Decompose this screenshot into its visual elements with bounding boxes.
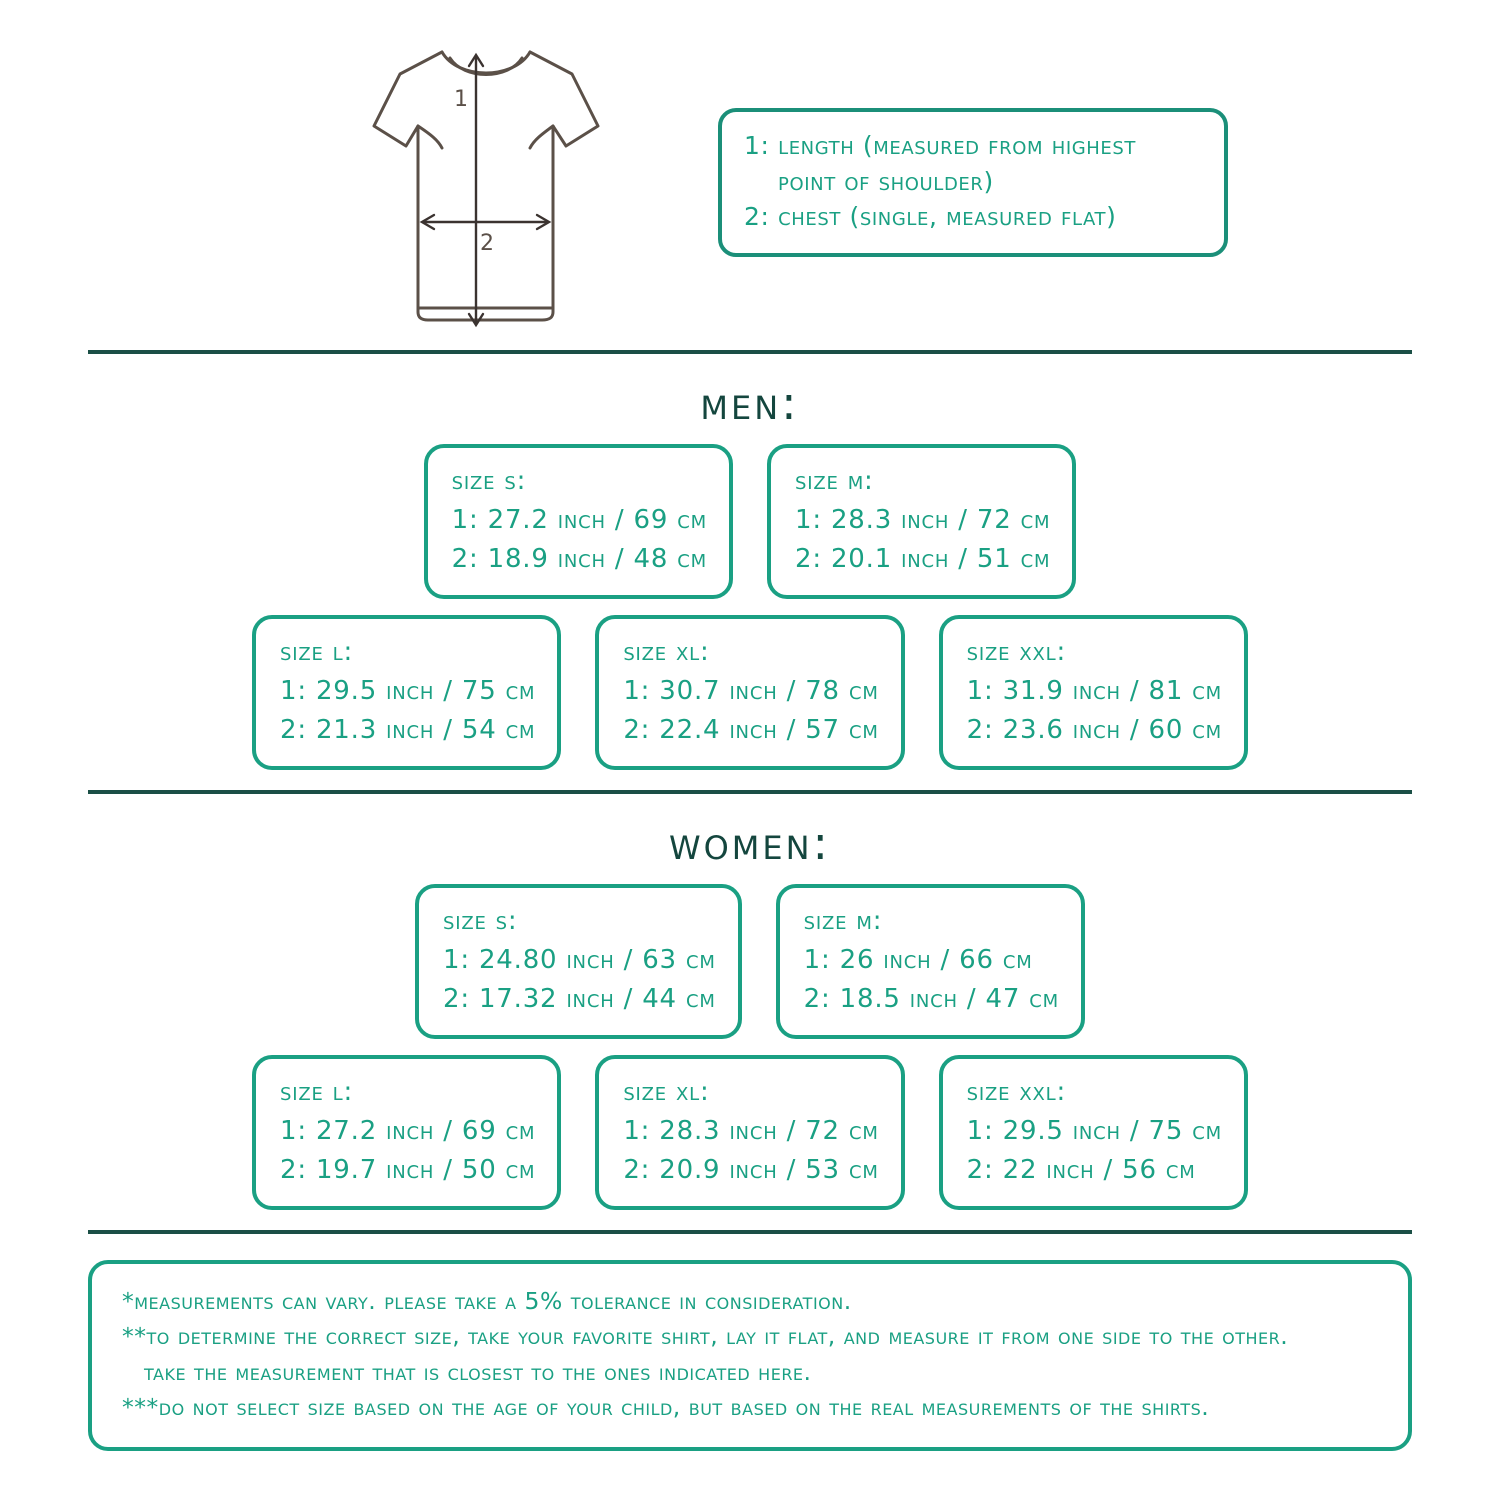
size-label: size l: bbox=[279, 1077, 354, 1107]
chest-value: 2: 18.5 inch / 47 cm bbox=[803, 984, 1060, 1014]
size-label: size m: bbox=[803, 906, 883, 936]
legend-line-length: 1: length (measured from highest bbox=[744, 131, 1137, 160]
chest-value: 2: 22 inch / 56 cm bbox=[966, 1155, 1196, 1185]
section-title-women: women: bbox=[668, 816, 832, 870]
notes-box bbox=[88, 1260, 1412, 1451]
size-label: size xxl: bbox=[966, 637, 1067, 667]
chest-value: 2: 21.3 inch / 54 cm bbox=[279, 715, 536, 745]
size-card-women-xl bbox=[595, 1055, 904, 1210]
divider-middle bbox=[88, 790, 1412, 794]
length-value: 1: 29.5 inch / 75 cm bbox=[966, 1116, 1223, 1146]
chest-value: 2: 22.4 inch / 57 cm bbox=[623, 715, 879, 745]
tshirt-diagram bbox=[330, 22, 640, 332]
length-value: 1: 27.2 inch / 69 cm bbox=[279, 1116, 536, 1146]
chest-value: 2: 18.9 inch / 48 cm bbox=[451, 544, 707, 574]
chest-value: 2: 19.7 inch / 50 cm bbox=[279, 1155, 536, 1185]
size-label: size s: bbox=[442, 906, 518, 936]
chest-value: 2: 23.6 inch / 60 cm bbox=[966, 715, 1223, 745]
size-card-women-l bbox=[252, 1055, 561, 1210]
note-measure-cont: take the measurement that is closest to the ones indicated here. bbox=[144, 1357, 812, 1386]
top-section bbox=[0, 0, 1500, 350]
men-row-top bbox=[0, 444, 1500, 599]
chest-value: 2: 20.9 inch / 53 cm bbox=[623, 1155, 879, 1185]
section-women bbox=[0, 816, 1500, 1210]
size-label: size s: bbox=[451, 466, 527, 496]
size-card-men-xxl bbox=[939, 615, 1248, 770]
size-card-women-m bbox=[776, 884, 1085, 1039]
size-label: size xl: bbox=[623, 637, 710, 667]
size-card-women-s bbox=[415, 884, 742, 1039]
legend-line-chest: 2: chest (single, measured flat) bbox=[744, 202, 1117, 231]
legend-line-length-cont: point of shoulder) bbox=[778, 166, 994, 196]
diagram-label-length: 1 bbox=[454, 87, 468, 112]
size-label: size l: bbox=[279, 637, 354, 667]
note-age: ***do not select size based on the age of your child, but based on the real measurements of the shirts. bbox=[122, 1392, 1210, 1421]
length-value: 1: 26 inch / 66 cm bbox=[803, 945, 1033, 975]
size-card-men-l bbox=[252, 615, 561, 770]
size-label: size m: bbox=[795, 466, 874, 496]
length-value: 1: 28.3 inch / 72 cm bbox=[795, 505, 1051, 535]
men-row-bottom bbox=[0, 615, 1500, 770]
chest-value: 2: 17.32 inch / 44 cm bbox=[442, 984, 716, 1014]
women-row-bottom bbox=[0, 1055, 1500, 1210]
divider-top bbox=[88, 350, 1412, 354]
size-card-men-xl bbox=[595, 615, 904, 770]
length-value: 1: 28.3 inch / 72 cm bbox=[623, 1116, 879, 1146]
legend-box bbox=[718, 108, 1228, 257]
tshirt-icon bbox=[330, 22, 640, 332]
size-card-women-xxl bbox=[939, 1055, 1248, 1210]
length-value: 1: 27.2 inch / 69 cm bbox=[451, 505, 707, 535]
divider-bottom bbox=[88, 1230, 1412, 1234]
size-label: size xxl: bbox=[966, 1077, 1067, 1107]
size-label: size xl: bbox=[623, 1077, 710, 1107]
length-value: 1: 24.80 inch / 63 cm bbox=[442, 945, 716, 975]
section-men bbox=[0, 376, 1500, 770]
length-value: 1: 31.9 inch / 81 cm bbox=[966, 676, 1223, 706]
note-measure: **to determine the correct size, take your favorite shirt, lay it flat, and measure it from one side to the other. bbox=[122, 1322, 1289, 1351]
size-card-men-s bbox=[424, 444, 733, 599]
chest-value: 2: 20.1 inch / 51 cm bbox=[795, 544, 1051, 574]
length-value: 1: 30.7 inch / 78 cm bbox=[623, 676, 879, 706]
size-card-men-m bbox=[767, 444, 1076, 599]
section-title-men: men: bbox=[700, 376, 800, 430]
diagram-label-chest: 2 bbox=[480, 231, 494, 256]
length-value: 1: 29.5 inch / 75 cm bbox=[279, 676, 536, 706]
note-tolerance: *measurements can vary. please take a 5% tolerance in consideration. bbox=[122, 1287, 852, 1315]
women-row-top bbox=[0, 884, 1500, 1039]
